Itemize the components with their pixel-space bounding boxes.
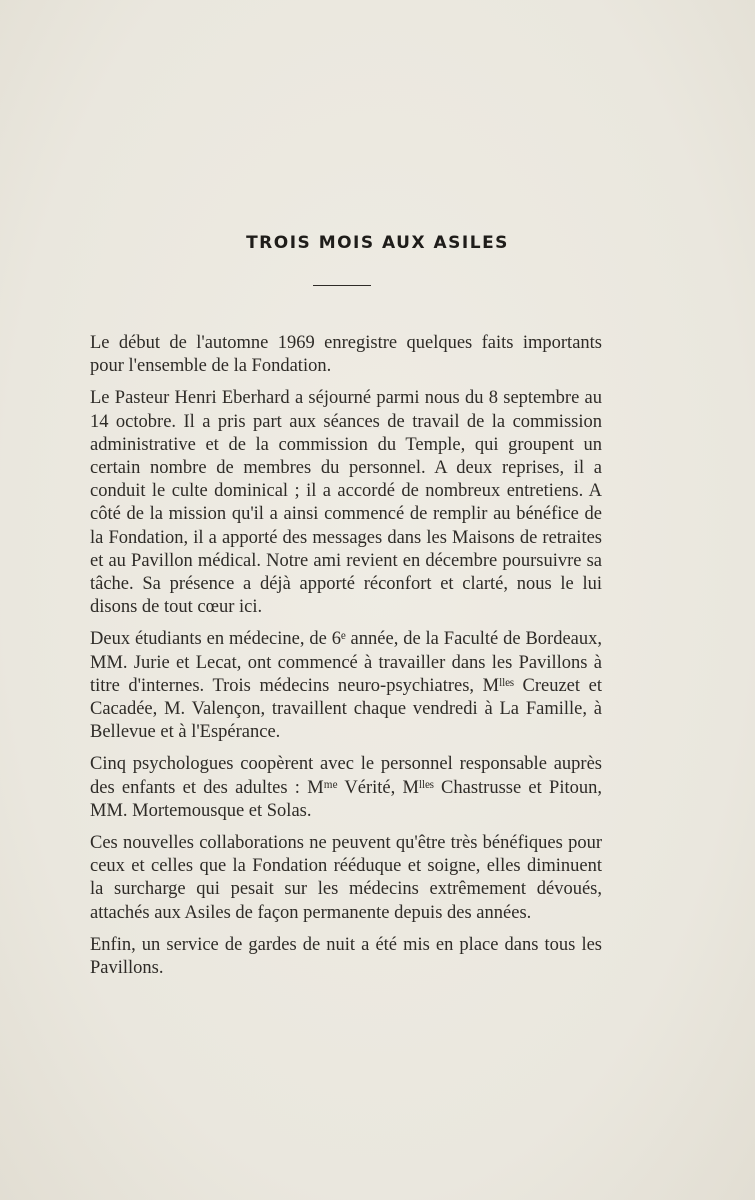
paragraph: Le Pasteur Henri Eberhard a séjourné parmi nous du 8 septembre au 14 octobre. Il a pris part aux séances de travail de la commission administrative et de la commission du Temple, qui groupent un certain nombre de membres du personnel. A deux reprises, il a conduit le culte dominical ; il a accordé de nombreux entretiens. A côté de la mission qu'il a ainsi commencé de remplir au bénéfice de la Fondation, il a apporté des messages dans les Maisons de retraites et au Pavillon médical. Notre ami revient en décembre poursuivre sa tâche. Sa présence a déjà apporté réconfort et clarté, nous le lui disons de tout cœur ici. xyxy=(90,388,602,618)
article-body xyxy=(90,332,602,980)
title-divider xyxy=(313,285,371,286)
paragraph: Le début de l'automne 1969 enregistre quelques faits importants pour l'ensemble de la Fondation. xyxy=(90,333,602,377)
paragraph: Cinq psychologues coopèrent avec le personnel responsable auprès des enfants et des adultes : Mᵐᵉ Vérité, Mˡˡᵉˢ Chastrusse et Pitoun, MM. Mortemousque et Solas. xyxy=(90,754,602,821)
paragraph: Enfin, un service de gardes de nuit a été mis en place dans tous les Pavillons. xyxy=(90,934,602,979)
paragraph: Ces nouvelles collaborations ne peuvent qu'être très bénéfiques pour ceux et celles que la Fondation rééduque et soigne, elles diminuent la surcharge qui pesait sur les médecins extrêmement dévoués, attachés aux Asiles de façon permanente depuis des années. xyxy=(90,833,602,923)
paragraph: Deux étudiants en médecine, de 6ᵉ année, de la Faculté de Bordeaux, MM. Jurie et Lecat, ont commencé à travailler dans les Pavillons à titre d'internes. Trois médecins neuro-psychiatres, Mˡˡᵉˢ Creuzet et Cacadée, M. Valençon, travaillent chaque vendredi à La Famille, à Bellevue et à l'Espérance. xyxy=(90,629,602,743)
article-title: TROIS MOIS AUX ASILES xyxy=(246,233,509,253)
